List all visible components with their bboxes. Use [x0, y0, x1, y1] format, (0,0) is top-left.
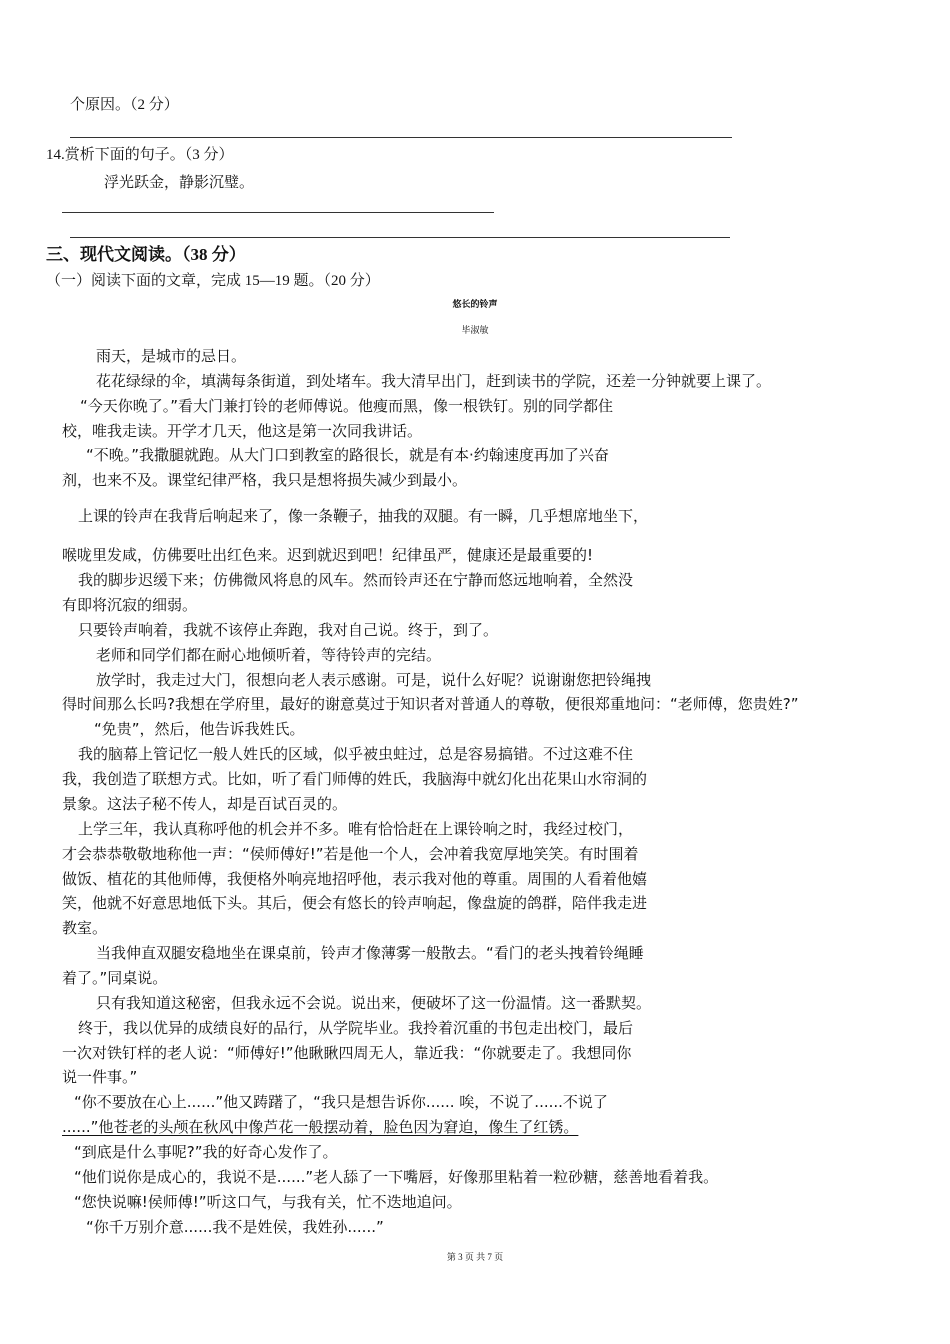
article-line: 终于，我以优异的成绩良好的品行，从学院毕业。我拎着沉重的书包走出校门，最后 — [78, 1019, 634, 1037]
article-line: 我的脚步迟缓下来；仿佛微风将息的风车。然而铃声还在宁静而悠远地响着，全然没 — [78, 571, 634, 589]
article-line: 放学时，我走过大门，很想向老人表示感谢。可是，说什么好呢？说谢谢您把铃绳拽 — [96, 671, 652, 689]
article-line: 我，我创造了联想方式。比如，听了看门师傅的姓氏，我脑海中就幻化出花果山水帘洞的 — [62, 770, 648, 788]
article-line: “你不要放在心上......”他又踌躇了，“我只是想告诉你...... 唉，不说了......不说了 — [74, 1093, 608, 1111]
article-line: 上课的铃声在我背后响起来了，像一条鞭子，抽我的双腿。有一瞬，几乎想席地坐下， — [78, 507, 649, 525]
article-line-underlined: ......”他苍老的头颅在秋风中像芦花一般摆动着，脸色因为窘迫，像生了红锈。 — [62, 1118, 579, 1136]
answer-line — [62, 212, 494, 213]
answer-line — [70, 237, 730, 238]
article-line: 校，唯我走读。开学才几天，他这是第一次同我讲话。 — [62, 422, 423, 440]
article-line: 只有我知道这秘密，但我永远不会说。说出来，便破坏了这一份温情。这一番默契。 — [96, 994, 652, 1012]
article-line: 有即将沉寂的细弱。 — [62, 596, 198, 614]
article-line: “他们说你是成心的，我说不是......”老人舔了一下嘴唇，好像那里粘着一粒砂糖，慈善地看着我。 — [74, 1168, 719, 1186]
answer-line — [70, 137, 732, 138]
section-subheading: （一）阅读下面的文章，完成 15—19 题。（20 分） — [46, 273, 380, 289]
article-line: 我的脑幕上管记忆一般人姓氏的区域，似乎被虫蛀过，总是容易搞错。不过这难不住 — [78, 745, 634, 763]
article-line: 剂，也来不及。课堂纪律严格，我只是想将损失减少到最小。 — [62, 471, 468, 489]
article-line: 景象。这法子秘不传人，却是百试百灵的。 — [62, 795, 348, 813]
article-line: 着了。”同桌说。 — [62, 969, 168, 987]
article-line: “不晚。”我撒腿就跑。从大门口到教室的路很长，就是有本·约翰速度再加了兴奋 — [86, 446, 609, 464]
article-line: “你千万别介意......我不是姓侯，我姓孙......” — [86, 1218, 384, 1236]
article-line: 得时间那么长吗?我想在学府里，最好的谢意莫过于知识者对普通人的尊敬，便很郑重地问：“老师傅，您贵姓?” — [62, 695, 799, 713]
article-line: 老师和同学们都在耐心地倾听着，等待铃声的完结。 — [96, 646, 442, 664]
article-line: “到底是什么事呢?”我的好奇心发作了。 — [74, 1143, 338, 1161]
article-author: 毕淑敏 — [461, 326, 489, 336]
article-line: “免贵”，然后，他告诉我姓氏。 — [94, 720, 305, 738]
page-footer: 第 3 页 共 7 页 — [446, 1252, 504, 1262]
article-line: 花花绿绿的伞，填满每条街道，到处堵车。我大清早出门，赶到读书的学院，还差一分钟就要上课了。 — [96, 372, 772, 390]
article-line: 雨天，是城市的忌日。 — [96, 347, 247, 365]
article-line: 才会恭恭敬敬地称他一声：“侯师傅好!”若是他一个人，会冲着我宽厚地笑笑。有时围着 — [62, 845, 639, 863]
article-line: 上学三年，我认真称呼他的机会并不多。唯有恰恰赶在上课铃响之时，我经过校门， — [78, 820, 634, 838]
article-line: 一次对铁钉样的老人说：“师傅好!”他瞅瞅四周无人，靠近我：“你就要走了。我想同你 — [62, 1044, 632, 1062]
article-title: 悠长的铃声 — [452, 300, 498, 310]
q14-sentence: 浮光跃金，静影沉璧。 — [104, 173, 255, 191]
article-line: 只要铃声响着，我就不该停止奔跑，我对自己说。终于，到了。 — [78, 621, 499, 639]
article-line: 喉咙里发咸，仿佛要吐出红色来。迟到就迟到吧！纪律虽严，健康还是最重要的! — [62, 546, 594, 564]
article-line: 做饭、植花的其他师傅，我便格外响亮地招呼他，表示我对他的尊重。周围的人看着他嬉 — [62, 870, 648, 888]
article-line: “您快说嘛!侯师傅!”听这口气，与我有关，忙不迭地追问。 — [74, 1193, 462, 1211]
q13-tail: 个原因。（2 分） — [70, 97, 179, 113]
article-line: 笑，他就不好意思地低下头。其后，便会有悠长的铃声响起，像盘旋的鸽群，陪伴我走进 — [62, 894, 648, 912]
section-heading: 三、现代文阅读。（38 分） — [46, 245, 246, 264]
article-line: 教室。 — [62, 919, 108, 937]
q14-prompt: 14.赏析下面的句子。（3 分） — [46, 147, 234, 163]
article-line: 当我伸直双腿安稳地坐在课桌前，铃声才像薄雾一般散去。“看门的老头拽着铃绳睡 — [96, 944, 644, 962]
article-line: 说一件事。” — [62, 1068, 138, 1086]
article-line: “今天你晚了。”看大门兼打铃的老师傅说。他瘦而黑，像一根铁钉。别的同学都住 — [80, 397, 614, 415]
